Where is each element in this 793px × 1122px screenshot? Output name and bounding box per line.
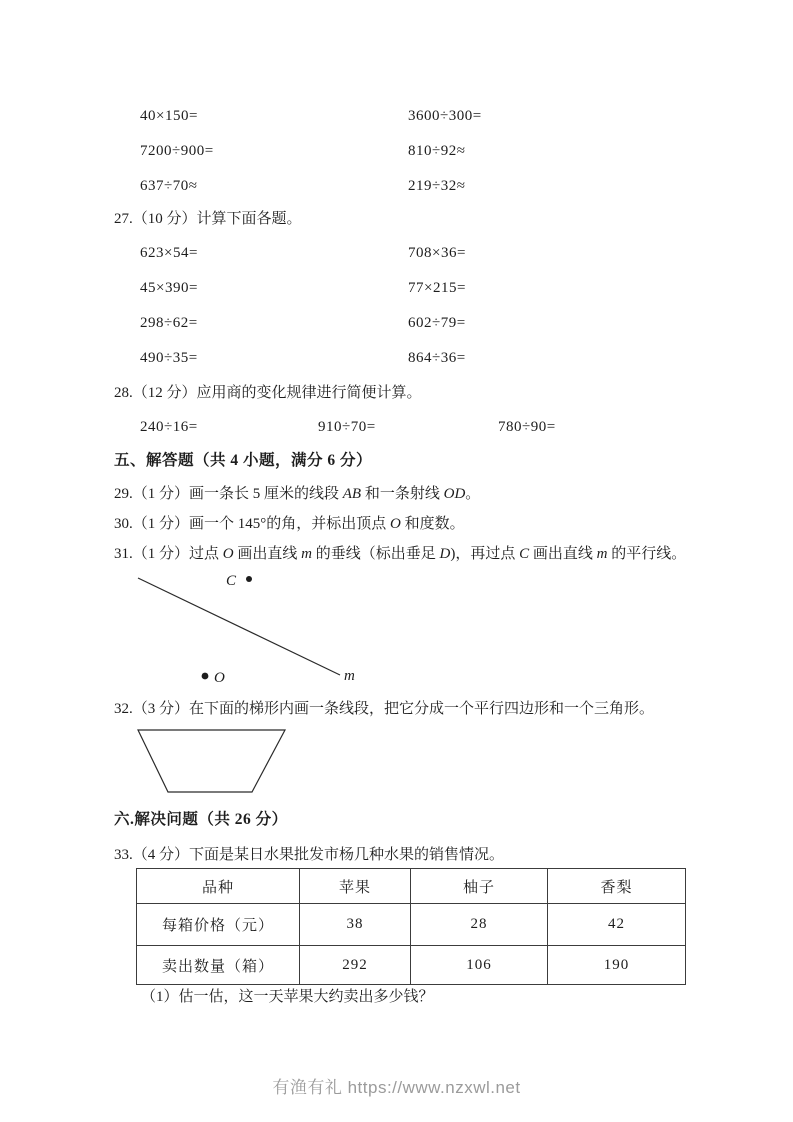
q31-foot-d: D — [439, 546, 451, 562]
math-expression: 240÷16= — [140, 419, 198, 435]
q30-vertex-o: O — [390, 516, 401, 532]
q30-text: 30.（1 分）画一个 145°的角，并标出顶点 — [114, 516, 391, 532]
q27-calc-row — [0, 313, 793, 335]
table-cell: 292 — [300, 946, 411, 985]
q32-trapezoid-figure — [110, 715, 310, 805]
q31-text: 画出直线 — [233, 546, 302, 562]
section-6-heading: 六.解决问题（共 26 分） — [114, 811, 288, 828]
q29-text: 29.（1 分）画一条长 5 厘米的线段 — [114, 486, 343, 502]
oral-calc-row — [0, 141, 793, 163]
point-c-dot — [246, 576, 252, 582]
math-expression: 708×36= — [408, 245, 466, 261]
math-expression: 3600÷300= — [408, 108, 482, 124]
table-cell: 38 — [300, 904, 411, 946]
math-expression: 637÷70≈ — [140, 178, 198, 194]
section-5-heading: 五、解答题（共 4 小题，满分 6 分） — [114, 452, 373, 469]
q31-line-m: m — [301, 546, 312, 562]
trapezoid-shape — [138, 730, 285, 792]
row-label-cell: 卖出数量（箱） — [137, 946, 300, 985]
table-header-row — [137, 869, 686, 904]
table-cell: 106 — [411, 946, 548, 985]
math-expression: 45×390= — [140, 280, 198, 296]
q29-point-ab: AB — [342, 486, 362, 502]
q27-calc-row — [0, 278, 793, 300]
q27-calc-row — [0, 348, 793, 370]
q31-point-c: C — [519, 546, 530, 562]
table-header-cell: 苹果 — [300, 869, 411, 904]
math-expression: 602÷79= — [408, 315, 466, 331]
row-label-cell: 每箱价格（元） — [137, 904, 300, 946]
q28-calc-row — [0, 417, 793, 439]
table-cell: 28 — [411, 904, 548, 946]
table-row — [137, 904, 686, 946]
point-o-label: O — [214, 670, 225, 686]
line-m — [138, 578, 340, 675]
math-expression: 77×215= — [408, 280, 466, 296]
math-expression: 219÷32≈ — [408, 178, 466, 194]
question-33-sub1: （1）估一估，这一天苹果大约卖出多少钱？ — [141, 989, 434, 1005]
q30-text: 和度数。 — [400, 516, 465, 532]
table-header-cell: 品种 — [137, 869, 300, 904]
q31-point-o: O — [222, 546, 234, 562]
oral-calc-row — [0, 176, 793, 198]
point-o-dot — [202, 673, 209, 680]
q31-text: 的垂线（标出垂足 — [311, 546, 440, 562]
math-expression: 864÷36= — [408, 350, 466, 366]
table-cell: 190 — [548, 946, 686, 985]
q29-ray-od: OD — [443, 486, 466, 502]
q31-text: )，再过点 — [450, 546, 520, 562]
math-expression: 780÷90= — [498, 419, 556, 435]
question-31-title — [114, 544, 686, 564]
table-row — [137, 946, 686, 985]
question-28-title: 28.（12 分）应用商的变化规律进行简便计算。 — [114, 385, 422, 401]
question-30-title — [114, 514, 465, 534]
math-expression: 810÷92≈ — [408, 143, 466, 159]
table-cell: 42 — [548, 904, 686, 946]
q31-text: 31.（1 分）过点 — [114, 546, 223, 562]
math-expression: 298÷62= — [140, 315, 198, 331]
math-expression: 7200÷900= — [140, 143, 214, 159]
point-c-label: C — [225, 573, 236, 589]
math-expression: 910÷70= — [318, 419, 376, 435]
q31-line-m: m — [596, 546, 608, 562]
q31-line-figure — [118, 563, 368, 688]
line-m-label: m — [344, 668, 355, 684]
fruit-sales-table — [136, 868, 686, 985]
watermark-footer: 有渔有礼 https://www.nzxwl.net — [272, 1078, 521, 1097]
math-expression: 490÷35= — [140, 350, 198, 366]
math-expression: 623×54= — [140, 245, 198, 261]
question-33-title: 33.（4 分）下面是某日水果批发市杨几种水果的销售情况。 — [114, 847, 505, 863]
question-29-title — [114, 484, 480, 504]
table-header-cell: 柚子 — [411, 869, 548, 904]
oral-calc-row — [0, 106, 793, 128]
q27-calc-row — [0, 243, 793, 265]
question-32-title: 32.（3 分）在下面的梯形内画一条线段，把它分成一个平行四边形和一个三角形。 — [114, 701, 655, 717]
table-header-cell: 香梨 — [548, 869, 686, 904]
question-27-title: 27.（10 分）计算下面各题。 — [114, 211, 302, 227]
q29-text: 和一条射线 — [361, 486, 444, 502]
math-expression: 40×150= — [140, 108, 198, 124]
q29-text: 。 — [465, 486, 481, 502]
q31-text: 画出直线 — [529, 546, 597, 562]
q31-text: 的平行线。 — [607, 546, 687, 562]
